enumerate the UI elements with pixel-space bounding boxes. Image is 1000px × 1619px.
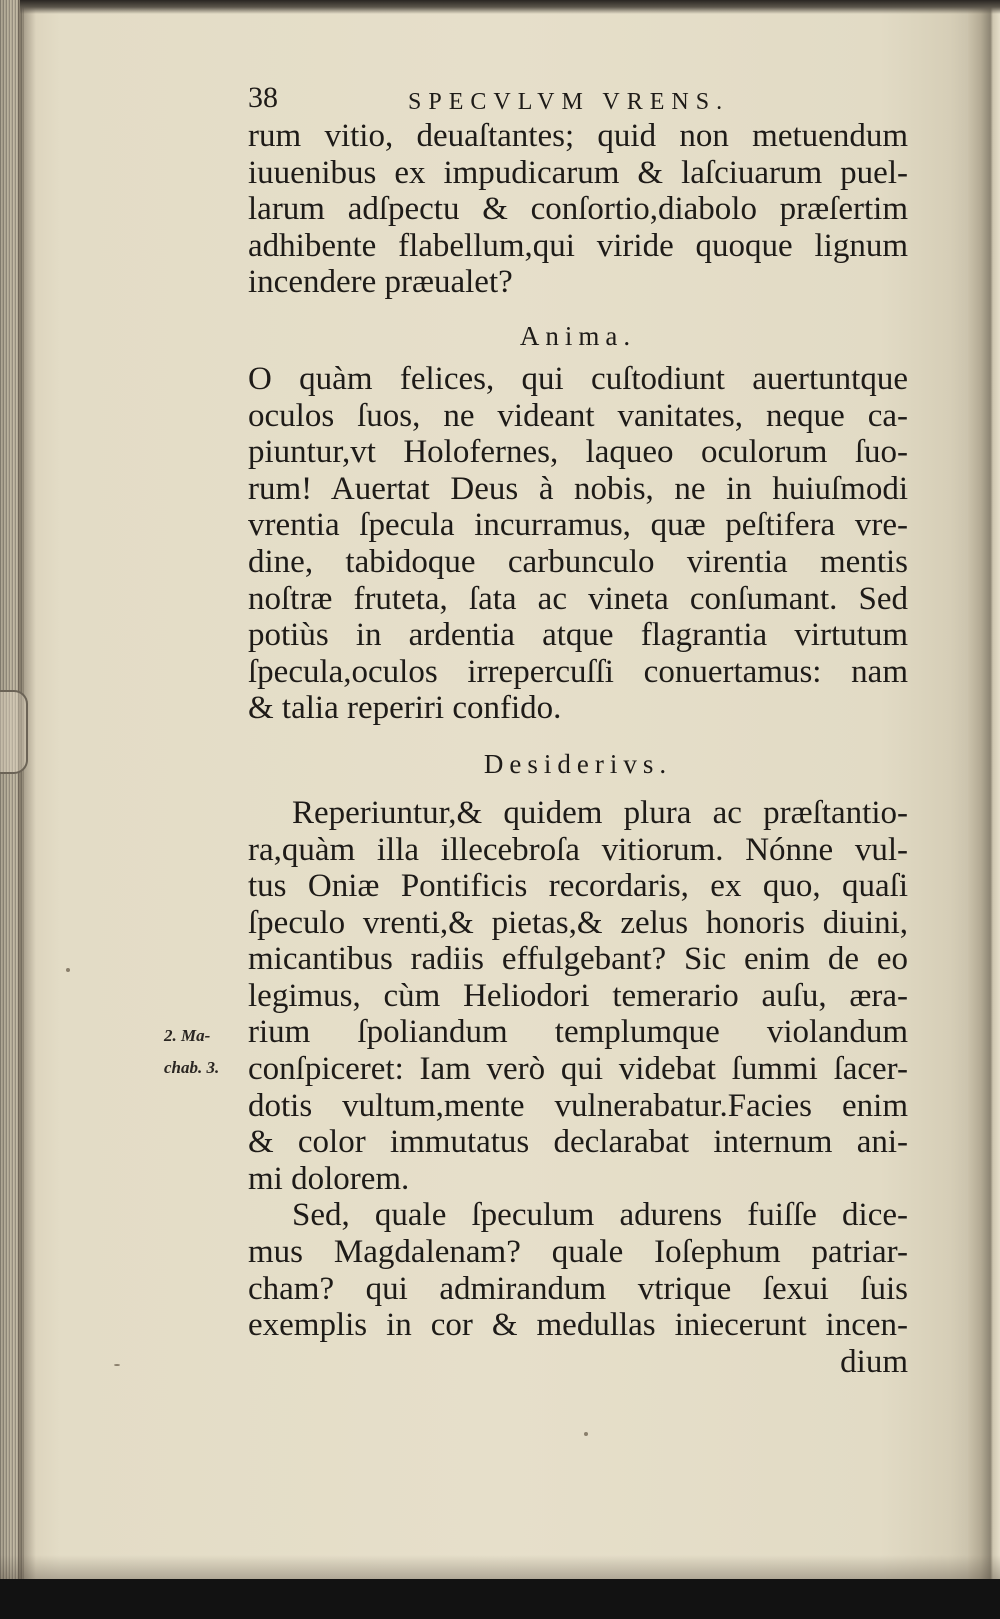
text-line: ſpeculo vrenti,& pietas,& zelus honoris diuini, xyxy=(248,904,908,941)
text-line: rum vitio, deuaſtantes; quid non metuendum xyxy=(248,118,908,154)
paper-speck xyxy=(584,1432,588,1436)
text-line: rium ſpoliandum templumque violandum xyxy=(248,1014,908,1051)
paper-speck xyxy=(114,1364,120,1366)
running-head xyxy=(248,74,908,118)
text-line: & talia reperiri confido. xyxy=(248,690,562,727)
text-line: iuuenibus ex impudicarum & laſciuarum puel- xyxy=(248,154,908,191)
scan-background-strip xyxy=(0,1579,1000,1619)
text-line: cham? qui admirandum vtrique ſexui ſuis xyxy=(248,1270,908,1307)
text-line: tus Oniæ Pontificis recordaris, ex quo, quaſi xyxy=(248,868,908,905)
gutter-shadow xyxy=(18,0,36,1619)
bottom-edge-shadow xyxy=(0,1555,1000,1579)
margin-note-reference xyxy=(164,1020,244,1084)
paper-speck xyxy=(66,968,70,972)
text-line: mus Magdalenam? quale Ioſephum patriar- xyxy=(248,1234,908,1271)
text-line: legimus, cùm Heliodori temerario auſu, æra- xyxy=(248,977,908,1014)
text-block xyxy=(248,74,908,1380)
text-line: vrentia ſpecula incurramus, quæ peſtifera vre- xyxy=(248,507,908,544)
text-line: O quàm felices, qui cuſtodiunt auertuntque xyxy=(248,360,908,397)
text-line: conſpiceret: Iam verò qui videbat ſummi ſacer- xyxy=(248,1051,908,1088)
text-line: dine, tabidoque carbunculo virentia mentis xyxy=(248,543,908,580)
paragraph-2 xyxy=(248,361,908,727)
speaker-heading-anima: Anima. xyxy=(519,320,637,351)
margin-note-line: chab. 3. xyxy=(164,1058,220,1077)
text-line: adhibente flabellum,qui viride quoque lignum xyxy=(248,227,908,264)
text-line: potiùs in ardentia atque flagrantia virtutum xyxy=(248,617,908,654)
text-line: noſtræ fruteta, ſata ac vineta conſumant. Sed xyxy=(248,580,908,617)
text-line: Sed, quale ſpeculum adurens fuiſſe dice- xyxy=(292,1197,908,1234)
text-line: ſpecula,oculos irrepercuſſi conuertamus: nam xyxy=(248,653,908,690)
page-number: 38 xyxy=(248,81,278,114)
text-line: larum adſpectu & conſortio,diabolo præſertim xyxy=(248,191,908,228)
text-line: & color immutatus declarabat internum ani- xyxy=(248,1124,908,1161)
text-line: rum! Auertat Deus à nobis, ne in huiuſmodi xyxy=(248,470,908,507)
text-line: Reperiuntur,& quidem plura ac præſtantio- xyxy=(292,794,908,831)
text-line: oculos ſuos, ne videant vanitates, neque ca- xyxy=(248,397,908,434)
top-edge-shadow xyxy=(20,0,1000,14)
paragraph-4 xyxy=(248,1197,908,1380)
paragraph-3 xyxy=(248,795,908,1198)
catchword: dium xyxy=(840,1343,908,1380)
text-line: incendere præualet? xyxy=(248,264,513,301)
binding-clasp xyxy=(0,690,28,774)
text-line: micantibus radiis effulgebant? Sic enim de eo xyxy=(248,941,908,978)
text-line: exemplis in cor & medullas iniecerunt incen- xyxy=(248,1307,908,1344)
text-line: dotis vultum,mente vulnerabatur.Facies enim xyxy=(248,1087,908,1124)
margin-note-line: 2. Ma- xyxy=(164,1026,211,1045)
speaker-heading-desiderius: Desiderivs. xyxy=(483,748,673,779)
text-line: piuntur,vt Holofernes, laqueo oculorum ſuo- xyxy=(248,434,908,471)
text-line: mi dolorem. xyxy=(248,1160,410,1197)
running-title: SPECVLVM VRENS. xyxy=(408,89,730,115)
page-edge-right xyxy=(968,0,1000,1619)
text-line: ra,quàm illa illecebroſa vitiorum. Nónne vul- xyxy=(248,831,908,868)
paragraph-1 xyxy=(248,118,908,301)
